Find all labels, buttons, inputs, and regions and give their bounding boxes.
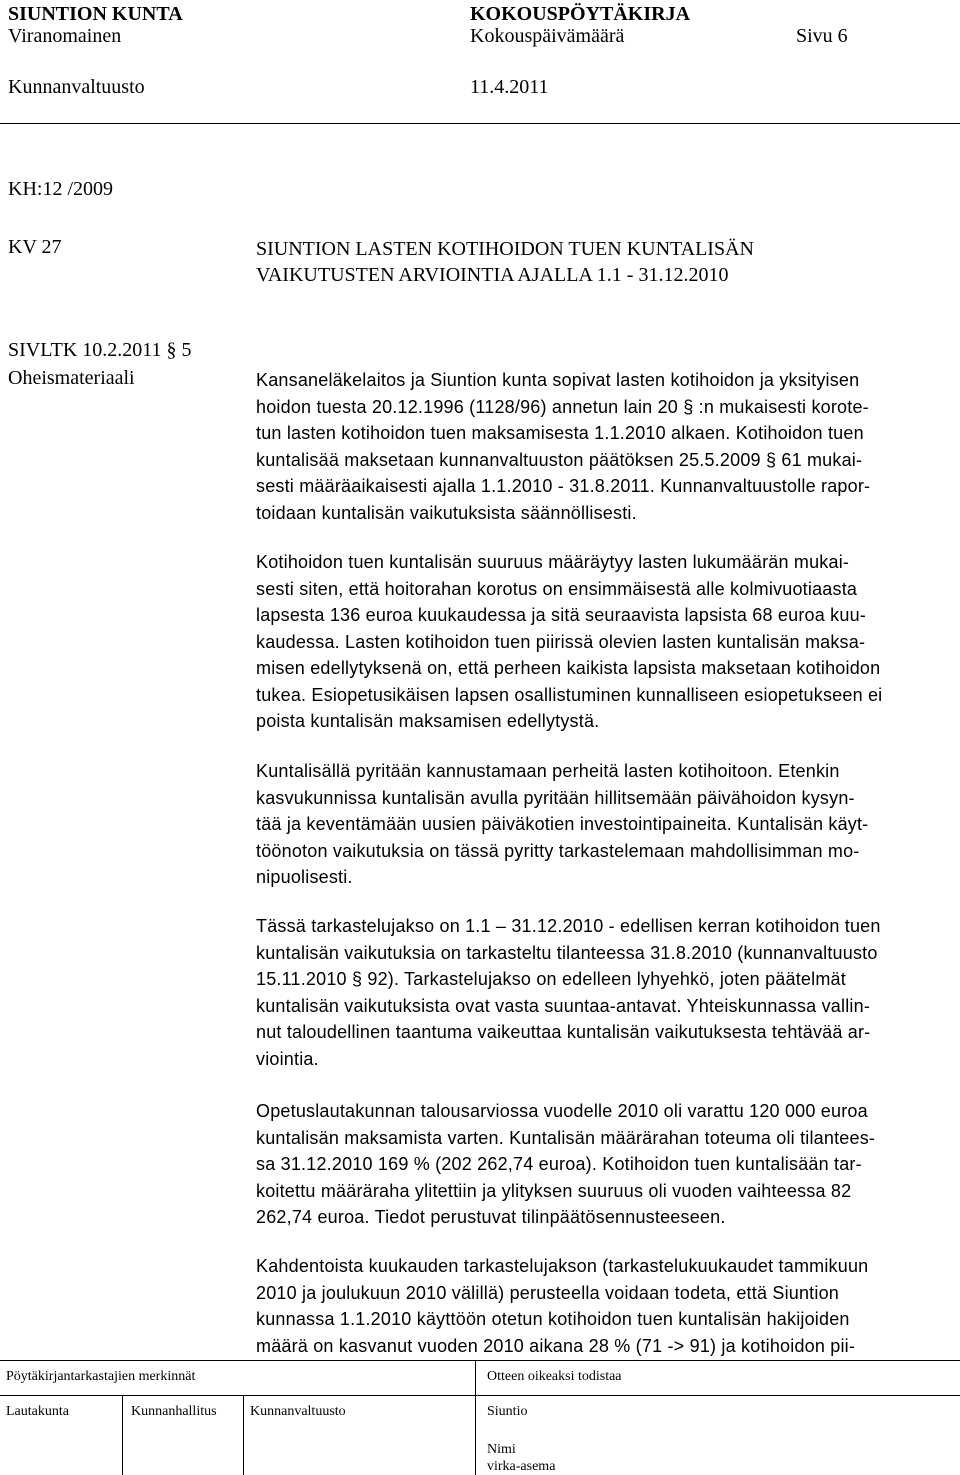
footer-divider-3 bbox=[475, 1360, 476, 1475]
certified-label: Otteen oikeaksi todistaa bbox=[487, 1369, 622, 1384]
attachments-label: Oheismateriaali bbox=[8, 367, 135, 389]
footer bbox=[0, 1360, 960, 1475]
doc-type: KOKOUSPÖYTÄKIRJA bbox=[470, 3, 691, 25]
paragraph-6: Kahdentoista kuukauden tarkastelujakson (tarkastelukuukaudet tammikuun 2010 ja joulukuun 2010 välillä) perusteella voidaan todeta, että Siuntion kunnassa 1.1.2010 käyttöön otetun kotihoidon tuen kuntalisän hakijoiden määrä on kasvanut vuoden 2010 aikana 28 % (71 -> 91) ja kotihoidon pii- bbox=[256, 1256, 869, 1356]
name-label: Nimi bbox=[487, 1442, 516, 1457]
checkers-label: Pöytäkirjantarkastajien merkinnät bbox=[6, 1369, 196, 1384]
column-council: Kunnanvaltuusto bbox=[250, 1404, 346, 1419]
agenda-title: SIUNTION LASTEN KOTIHOIDON TUEN KUNTALISÄN VAIKUTUSTEN ARVIOINTIA AJALLA 1.1 - 31.12.2010 bbox=[256, 238, 754, 286]
kh-reference: KH:12 /2009 bbox=[8, 178, 113, 200]
date-label: Kokouspäivämäärä bbox=[470, 25, 625, 47]
paragraph-4: Tässä tarkastelujakso on 1.1 – 31.12.2010 - edellisen kerran kotihoidon tuen kuntalisän vaikutuksia on tarkasteltu tilanteessa 31.8.2010 (kunnanvaltuusto 15.11.2010 § 92). Tarkastelujakso on edelleen lyhyehkö, joten päätelmät kuntalisän vaikutuksista ovat vasta suuntaa-antavat. Yhteiskunnassa vallin- nut taloudellinen taantuma vaikeuttaa kuntalisän vaikutuksesta tehtävää ar- viointia. bbox=[256, 916, 881, 1069]
column-board: Lautakunta bbox=[6, 1404, 69, 1419]
footer-top-rule bbox=[0, 1360, 960, 1361]
paragraph-3: Kuntalisällä pyritään kannustamaan perheitä lasten kotihoitoon. Etenkin kasvukunnissa kuntalisän avulla pyritään hillitsemään päivähoidon kysyn- tää ja keventämään uusien päiväkotien investointipaineita. Kuntalisän käyt- töönoton vaikutuksia on tässä pyritty tarkastelemaan mahdollisimman mo- nipuolisesti. bbox=[256, 761, 869, 887]
column-municipal-board: Kunnanhallitus bbox=[131, 1404, 217, 1419]
paragraph-2: Kotihoidon tuen kuntalisän suuruus määräytyy lasten lukumäärän mukai- sesti siten, että hoitorahan korotus on ensimmäisestä alle kolmivuotiaasta lapsesta 136 euroa kuukaudessa ja sitä seuraavista lapsista 68 euroa kuu- kaudessa. Lasten kotihoidon tuen piirissä olevien lasten kuntalisän maksa- misen edellytyksenä on, että perheen kaikista lapsista maksetaan kotihoidon tukea. Esiopetusikäisen lapsen osallistuminen kunnalliseen esiopetukseen ei poista kuntalisän maksamisen edellytystä. bbox=[256, 552, 883, 731]
meeting-date: 11.4.2011 bbox=[470, 76, 549, 98]
header-rule bbox=[0, 123, 960, 124]
sivltk-reference: SIVLTK 10.2.2011 § 5 bbox=[8, 339, 192, 361]
position-label: virka-asema bbox=[487, 1459, 556, 1474]
org-name: SIUNTION KUNTA bbox=[8, 3, 183, 25]
authority: Kunnanvaltuusto bbox=[8, 76, 145, 98]
place-label: Siuntio bbox=[487, 1404, 528, 1419]
footer-mid-rule bbox=[0, 1395, 960, 1396]
paragraph-1: Kansaneläkelaitos ja Siuntion kunta sopivat lasten kotihoidon ja yksityisen hoidon tuesta 20.12.1996 (1128/96) annetun lain 20 § :n mukaisesti korote- tun lasten kotihoidon tuen maksamisesta 1.1.2010 alkaen. Kotihoidon tuen kuntalisää maksetaan kunnanvaltuuston päätöksen 25.5.2009 § 61 mukai- sesti määräaikaisesti ajalla 1.1.2010 - 31.8.2011. Kunnanvaltuustolle rapor- toidaan kuntalisän vaikutuksista säännöllisesti. bbox=[256, 370, 871, 523]
kv-reference: KV 27 bbox=[8, 236, 62, 258]
page-number: Sivu 6 bbox=[796, 25, 848, 47]
footer-divider-1 bbox=[122, 1395, 123, 1475]
footer-divider-2 bbox=[243, 1395, 244, 1475]
authority-label: Viranomainen bbox=[8, 25, 122, 47]
paragraph-5: Opetuslautakunnan talousarviossa vuodelle 2010 oli varattu 120 000 euroa kuntalisän maksamista varten. Kuntalisän määrärahan toteuma oli tilantees- sa 31.12.2010 169 % (202 262,74 euroa). Kotihoidon tuen kuntalisään tar- koitettu määräraha ylitettiin ja ylityksen suuruus oli vuoden vaihteessa 82 262,74 euroa. Tiedot perustuvat tilinpäätösennusteeseen. bbox=[256, 1101, 876, 1227]
